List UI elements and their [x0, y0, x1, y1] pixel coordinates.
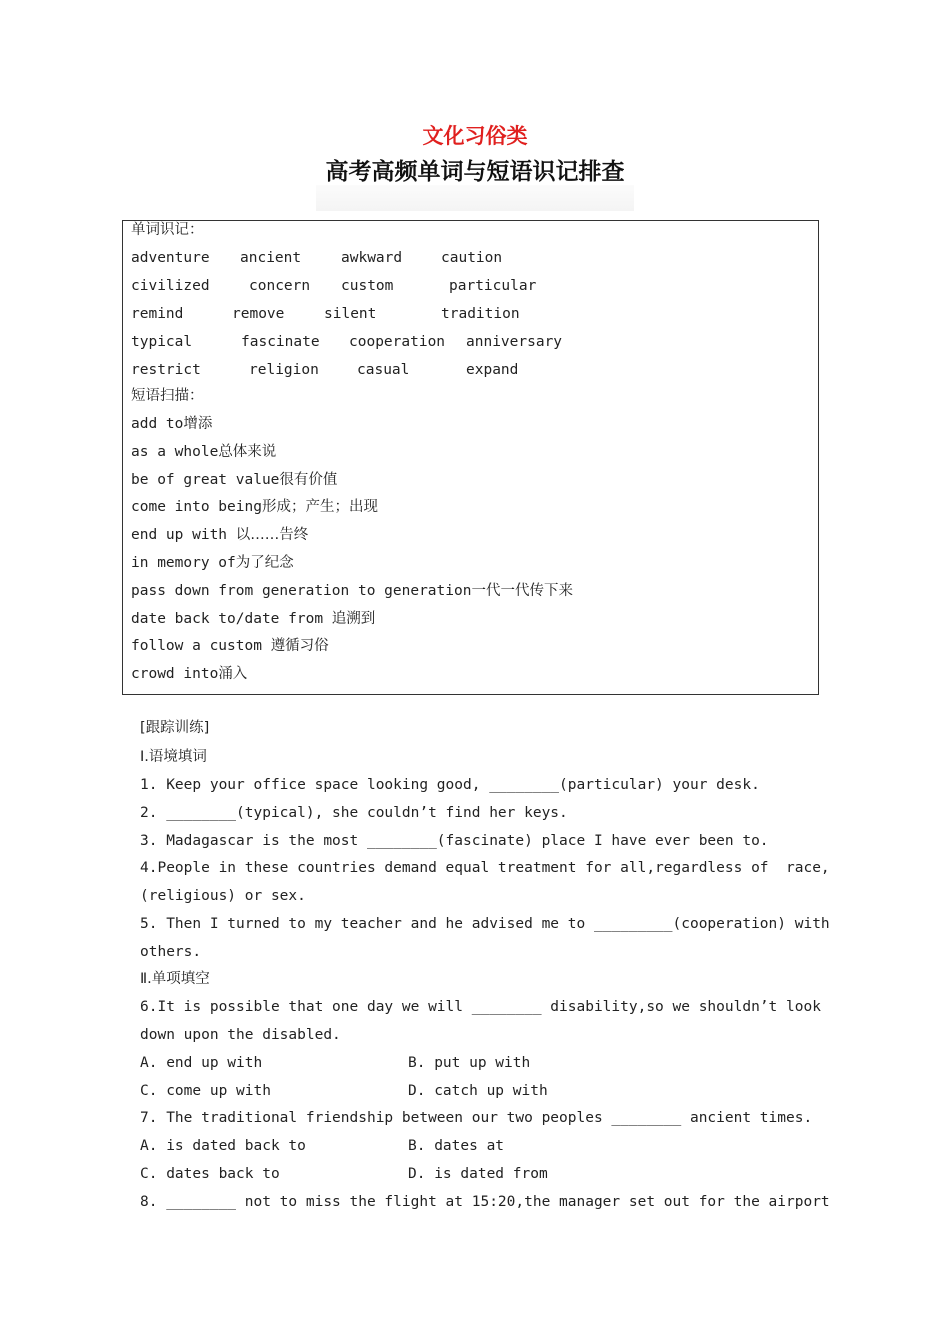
- exercise-line: others.: [140, 944, 202, 960]
- phrase-chinese: 增添: [183, 416, 213, 432]
- phrase-english: in memory of: [131, 555, 236, 571]
- training-heading: [跟踪训练]: [140, 720, 210, 736]
- vocab-word: casual: [357, 362, 410, 378]
- section1-heading: Ⅰ.语境填词: [140, 749, 207, 765]
- phrase-english: end up with: [131, 527, 236, 544]
- q6-option-b: B. put up with: [408, 1055, 531, 1071]
- vocab-word: restrict: [131, 362, 201, 378]
- exercise-line: 3. Madagascar is the most ________(fascinate) place I have ever been to.: [140, 833, 769, 849]
- vocab-word: anniversary: [466, 334, 563, 350]
- phrase-english: be of great value: [131, 471, 280, 488]
- vocab-word: custom: [341, 278, 394, 294]
- phrase-english: come into being: [131, 499, 262, 516]
- question-7-line: 7. The traditional friendship between our two peoples ________ ancient times.: [140, 1110, 813, 1126]
- exercise-line: 2. ________(typical), she couldn’t find her keys.: [140, 805, 568, 821]
- phrase-item: [131, 664, 247, 684]
- question-6-line: 6.It is possible that one day we will ________ disability,so we shouldn’t look: [140, 999, 821, 1015]
- phrase-chinese: 为了纪念: [235, 555, 294, 571]
- vocab-word: adventure: [131, 250, 210, 266]
- vocab-word: ancient: [240, 250, 302, 266]
- phrase-chinese: 形成；产生；出现: [261, 499, 378, 516]
- phrase-english: follow a custom: [131, 638, 271, 655]
- section-category-title: 文化习俗类: [422, 124, 528, 148]
- phrases-heading: 短语扫描：: [131, 388, 204, 404]
- phrase-item: [131, 553, 294, 573]
- section2-heading: Ⅱ.单项填空: [140, 971, 210, 987]
- vocab-word: particular: [449, 278, 537, 294]
- vocab-word: silent: [324, 306, 377, 322]
- q7-option-c: C. dates back to: [140, 1166, 280, 1182]
- phrase-chinese: 一代一代传下来: [471, 582, 573, 599]
- exercise-line: 5. Then I turned to my teacher and he advised me to _________(cooperation) with: [140, 916, 830, 932]
- phrase-chinese: 总体来说: [218, 443, 277, 460]
- exercise-line: 4.People in these countries demand equal treatment for all,regardless of race,: [140, 860, 830, 876]
- phrase-item: [131, 442, 276, 462]
- phrase-item: [131, 470, 337, 490]
- phrase-english: pass down from generation to generation: [131, 582, 472, 599]
- vocab-word: typical: [131, 334, 193, 350]
- q6-option-a: A. end up with: [140, 1055, 263, 1071]
- phrase-chinese: 追溯到: [331, 610, 376, 627]
- phrase-item: [131, 497, 378, 517]
- phrase-english: as a whole: [131, 443, 219, 460]
- question-8-line: 8. ________ not to miss the flight at 15:20,the manager set out for the airport: [140, 1194, 830, 1210]
- vocab-word: remove: [232, 306, 285, 322]
- phrase-chinese: 很有价值: [279, 471, 338, 488]
- exercise-line: 1. Keep your office space looking good, ________(particular) your desk.: [140, 777, 760, 793]
- vocab-word: cooperation: [349, 334, 446, 350]
- q7-option-b: B. dates at: [408, 1138, 505, 1154]
- phrase-item: [131, 414, 212, 434]
- phrase-item: [131, 636, 329, 656]
- vocab-word: fascinate: [241, 334, 320, 350]
- phrase-item: [131, 609, 375, 629]
- question-6-line: down upon the disabled.: [140, 1027, 341, 1043]
- phrase-english: add to: [131, 416, 184, 432]
- vocab-word: caution: [441, 250, 503, 266]
- title-shadow-decoration: [316, 185, 634, 211]
- vocab-word: awkward: [341, 250, 403, 266]
- phrase-chinese: 遵循习俗: [270, 638, 329, 655]
- q7-option-a: A. is dated back to: [140, 1138, 306, 1154]
- q6-option-d: D. catch up with: [408, 1083, 548, 1099]
- phrase-item: [131, 525, 308, 545]
- exercise-line: (religious) or sex.: [140, 888, 306, 904]
- q6-option-c: C. come up with: [140, 1083, 271, 1099]
- phrase-chinese: 涌入: [218, 666, 248, 683]
- page-title: 高考高频单词与短语识记排查: [325, 159, 625, 185]
- vocab-word: concern: [249, 278, 311, 294]
- phrase-item: [131, 581, 573, 601]
- vocab-word: remind: [131, 306, 184, 322]
- phrase-chinese: 以……告终: [235, 527, 309, 544]
- vocab-word: expand: [466, 362, 519, 378]
- vocab-word: tradition: [441, 306, 520, 322]
- phrase-english: crowd into: [131, 666, 219, 683]
- words-heading: 单词识记：: [131, 222, 204, 238]
- q7-option-d: D. is dated from: [408, 1166, 548, 1182]
- phrase-english: date back to/date from: [131, 610, 332, 627]
- vocab-word: civilized: [131, 278, 210, 294]
- vocab-word: religion: [249, 362, 319, 378]
